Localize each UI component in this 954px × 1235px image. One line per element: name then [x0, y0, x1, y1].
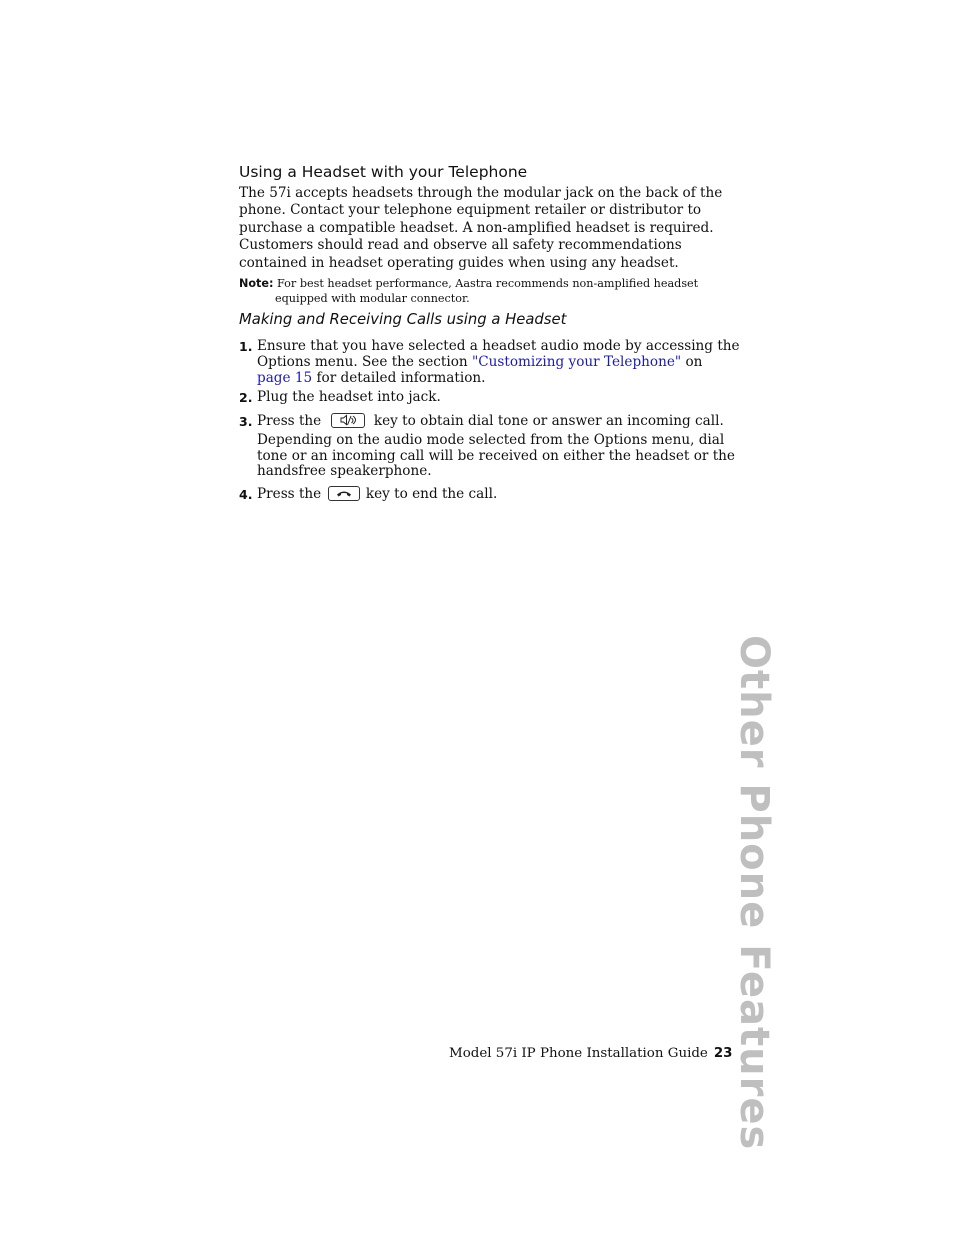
goodbye-handset-key-icon: [328, 486, 360, 501]
step-text: Press the: [257, 486, 322, 502]
chapter-side-title-text: Other Phone Features: [731, 635, 777, 1151]
step-1: [239, 339, 740, 386]
speaker-headset-key-icon: [331, 413, 365, 428]
step-text: Ensure that you have selected a headset audio mode by accessing the: [257, 338, 740, 354]
intro-line: The 57i accepts headsets through the modular jack on the back of the: [239, 185, 723, 201]
page-15-link[interactable]: page 15: [257, 369, 313, 386]
step-number: 4.: [239, 487, 253, 502]
note-label: Note:: [239, 277, 274, 290]
step-number: 1.: [239, 339, 253, 354]
step-text: tone or an incoming call will be received on either the headset or the: [257, 447, 735, 464]
step-text-line: [239, 487, 497, 503]
step-text: key to end the call.: [365, 486, 498, 502]
footer-guide-title: Model 57i IP Phone Installation Guide: [449, 1046, 708, 1061]
intro-line: contained in headset operating guides when using any headset.: [239, 254, 679, 271]
step-text: handsfree speakerphone.: [257, 463, 432, 480]
page-number: 23: [713, 1046, 733, 1061]
note-text-continued: equipped with modular connector.: [275, 291, 470, 305]
step-text: key to obtain dial tone or answer an incoming call.: [373, 413, 724, 429]
step-text: Plug the headset into jack.: [257, 389, 441, 405]
step-text-line: [239, 355, 740, 371]
step-text-line: [239, 414, 735, 430]
step-text-line: [239, 371, 740, 387]
note-text: For best headset performance, Aastra recommends non-amplified headset: [277, 277, 699, 290]
step-text: Press the: [257, 413, 322, 429]
step-text: for detailed information.: [312, 369, 486, 386]
step-text: Depending on the audio mode selected from the Options menu, dial: [257, 431, 725, 448]
section-heading: Using a Headset with your Telephone: [239, 163, 528, 181]
page-footer: [449, 1046, 733, 1061]
step-2: [239, 390, 441, 406]
step-text: Options menu. See the section: [257, 353, 472, 370]
note-block: [239, 277, 709, 306]
subsection-heading: Making and Receiving Calls using a Headset: [239, 311, 567, 328]
step-number: 3.: [239, 414, 253, 429]
step-3: [239, 414, 735, 480]
intro-line: purchase a compatible headset. A non-amplified headset is required.: [239, 219, 714, 236]
intro-line: Customers should read and observe all safety recommendations: [239, 237, 682, 254]
step-text: on: [681, 353, 703, 370]
step-number: 2.: [239, 390, 253, 405]
customizing-telephone-link[interactable]: "Customizing your Telephone": [472, 353, 682, 370]
intro-line: phone. Contact your telephone equipment retailer or distributor to: [239, 202, 702, 219]
intro-paragraph: [239, 185, 723, 272]
step-4: [239, 487, 497, 503]
